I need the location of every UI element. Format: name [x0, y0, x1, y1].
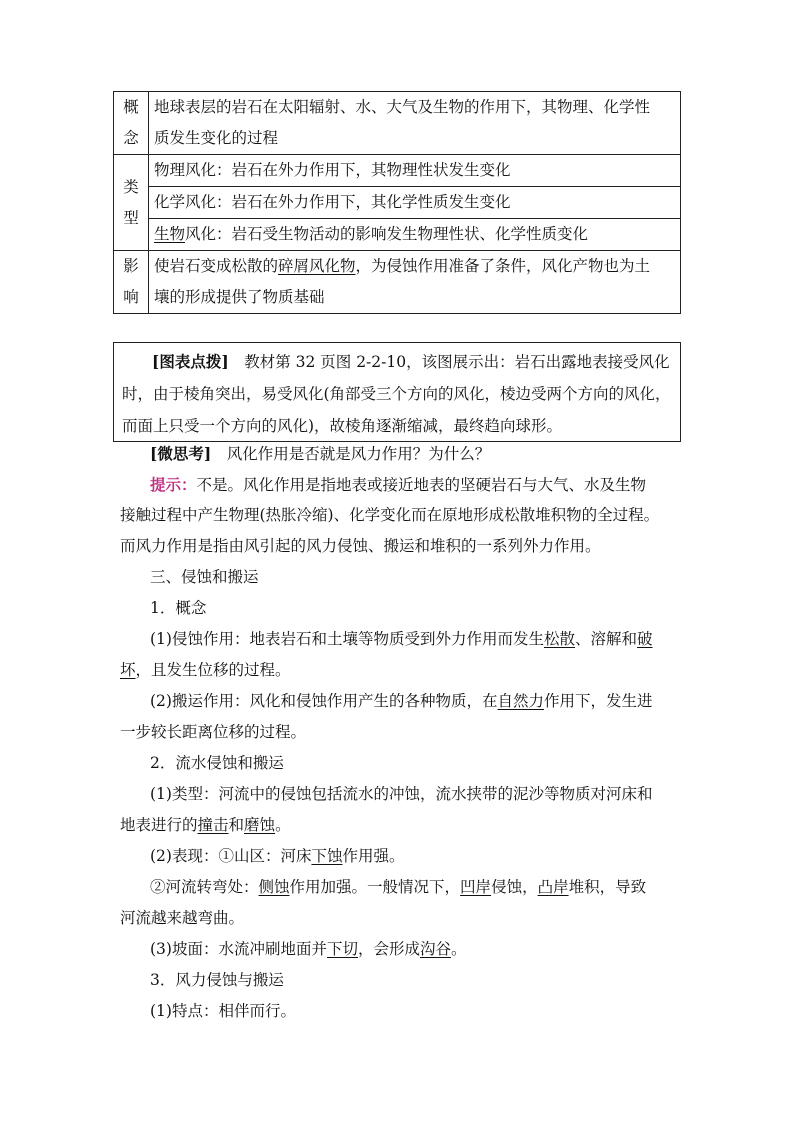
concept-line: 地球表层的岩石在太阳辐射、水、大气及生物的作用下，其物理、化学性 [154, 98, 651, 116]
para-text: (3)坡面：水流冲刷地面并 [150, 940, 327, 958]
think-question [120, 438, 710, 470]
think-text: 风化作用是否就是风力作用？为什么？ [226, 445, 491, 463]
underlined-term: 沟谷 [420, 940, 452, 958]
weathering-table [113, 91, 681, 314]
row-header-char: 类 [123, 177, 139, 196]
paragraph-line: 一步较长距离位移的过程。 [120, 723, 307, 741]
table-row-concept [114, 92, 681, 155]
tip-line: 而面上只受一个方向的风化)，故棱角逐渐缩减，最终趋向球形。 [122, 417, 563, 435]
paragraph-line [120, 841, 710, 872]
section-title: 三、侵蚀和搬运 [150, 568, 259, 586]
table-row-types-3 [114, 219, 681, 251]
hint-text: 不是。风化作用是指地表或接近地表的坚硬岩石与大气、水及生物 [196, 476, 647, 494]
underlined-term: 破 [637, 630, 653, 648]
subsection-title: 2．流水侵蚀和搬运 [150, 754, 284, 772]
tip-line: 时，由于棱角突出，易受风化(角部受三个方向的风化，棱边受两个方向的风化， [122, 385, 671, 403]
subsection-title: 3．风力侵蚀与搬运 [150, 971, 284, 989]
tip-text: 教材第 32 页图 2-2-10，该图展示出：岩石出露地表接受风化 [244, 353, 670, 371]
underlined-term: 生物 [154, 225, 186, 243]
para-text: 和 [228, 816, 245, 834]
para-text: (2)搬运作用：风化和侵蚀作用产生的各种物质，在 [150, 692, 498, 710]
underlined-term: 凸岸 [537, 878, 569, 896]
paragraph-line: 河流越来越弯曲。 [120, 909, 245, 927]
type-cell-biological [149, 219, 681, 251]
para-text: 堆积，导致 [568, 878, 647, 896]
table-row-types-2 [114, 187, 681, 219]
para-text: ，且发生位移的过程。 [135, 661, 291, 679]
hint-label: 提示： [150, 475, 197, 494]
row-header-char: 响 [123, 288, 139, 306]
underlined-term: 碎屑风化物 [278, 257, 356, 275]
row-header-effect [114, 251, 149, 314]
underlined-term: 磨蚀 [244, 816, 276, 834]
paragraph-line [120, 934, 710, 965]
para-text: ，会形成 [357, 940, 420, 958]
tip-line [122, 346, 673, 378]
chart-tip-box [113, 342, 681, 442]
para-text: ②河流转弯处： [150, 878, 259, 896]
underlined-term: 凹岸 [460, 878, 492, 896]
para-text: 。 [451, 940, 467, 958]
concept-line: 质发生变化的过程 [154, 129, 279, 147]
underlined-term: 下蚀 [311, 847, 343, 865]
paragraph-line [120, 655, 680, 686]
table-row-types-1 [114, 155, 681, 187]
type-text: 风化：岩石受生物活动的影响发生物理性状、化学性质变化 [185, 225, 589, 243]
para-text: 作用强。 [342, 847, 405, 865]
para-text: 地表进行的 [120, 816, 198, 834]
row-header-char: 概 [123, 98, 139, 116]
concept-cell [149, 92, 681, 155]
effect-line [154, 251, 675, 282]
underlined-term: 坏 [120, 661, 136, 679]
paragraph-line [120, 624, 710, 655]
effect-line: 壤的形成提供了物质基础 [154, 288, 325, 306]
row-header-types [114, 155, 149, 251]
para-text: (1)侵蚀作用：地表岩石和土壤等物质受到外力作用而发生 [150, 630, 544, 648]
paragraph-line: (1)特点：相伴而行。 [150, 1002, 296, 1020]
underlined-term: 自然力 [497, 692, 544, 710]
table-row-effect [114, 251, 681, 314]
hint-line: 而风力作用是指由风引起的风力侵蚀、搬运和堆积的一系列外力作用。 [120, 537, 601, 555]
paragraph-line [120, 686, 710, 717]
tip-label: [图表点拨] [152, 352, 229, 371]
hint-line: 接触过程中产生物理(热胀冷缩)、化学变化而在原地形成松散堆积物的全过程。 [120, 506, 660, 524]
underlined-term: 下切 [326, 940, 358, 958]
type-cell-physical: 物理风化：岩石在外力作用下，其物理性状发生变化 [149, 155, 681, 187]
para-text: 。 [275, 816, 291, 834]
effect-text: 使岩石变成松散的 [154, 257, 279, 275]
think-label: [微思考] [150, 444, 212, 463]
para-text: 作用加强。一般情况下， [289, 878, 461, 896]
row-header-concept [114, 92, 149, 155]
underlined-term: 侧蚀 [258, 878, 290, 896]
row-header-char: 影 [123, 257, 139, 275]
para-text: (2)表现：①山区：河床 [150, 847, 312, 865]
para-text: 侵蚀， [491, 878, 538, 896]
paragraph-line [120, 810, 680, 841]
hint-line [120, 469, 710, 501]
paragraph-line: (1)类型：河流中的侵蚀包括流水的冲蚀，流水挟带的泥沙等物质对河床和 [150, 785, 653, 803]
para-text: 、溶解和 [574, 630, 637, 648]
para-text: 作用下，发生进 [543, 692, 653, 710]
row-header-char: 念 [123, 129, 139, 147]
effect-cell [149, 251, 681, 314]
paragraph-line [120, 872, 710, 903]
effect-text: ，为侵蚀作用准备了条件，风化产物也为土 [355, 257, 651, 275]
underlined-term: 撞击 [197, 816, 229, 834]
underlined-term: 松散 [543, 630, 575, 648]
type-cell-chemical: 化学风化：岩石在外力作用下，其化学性质发生变化 [149, 187, 681, 219]
row-header-char: 型 [123, 208, 139, 227]
subsection-title: 1．概念 [150, 599, 207, 617]
